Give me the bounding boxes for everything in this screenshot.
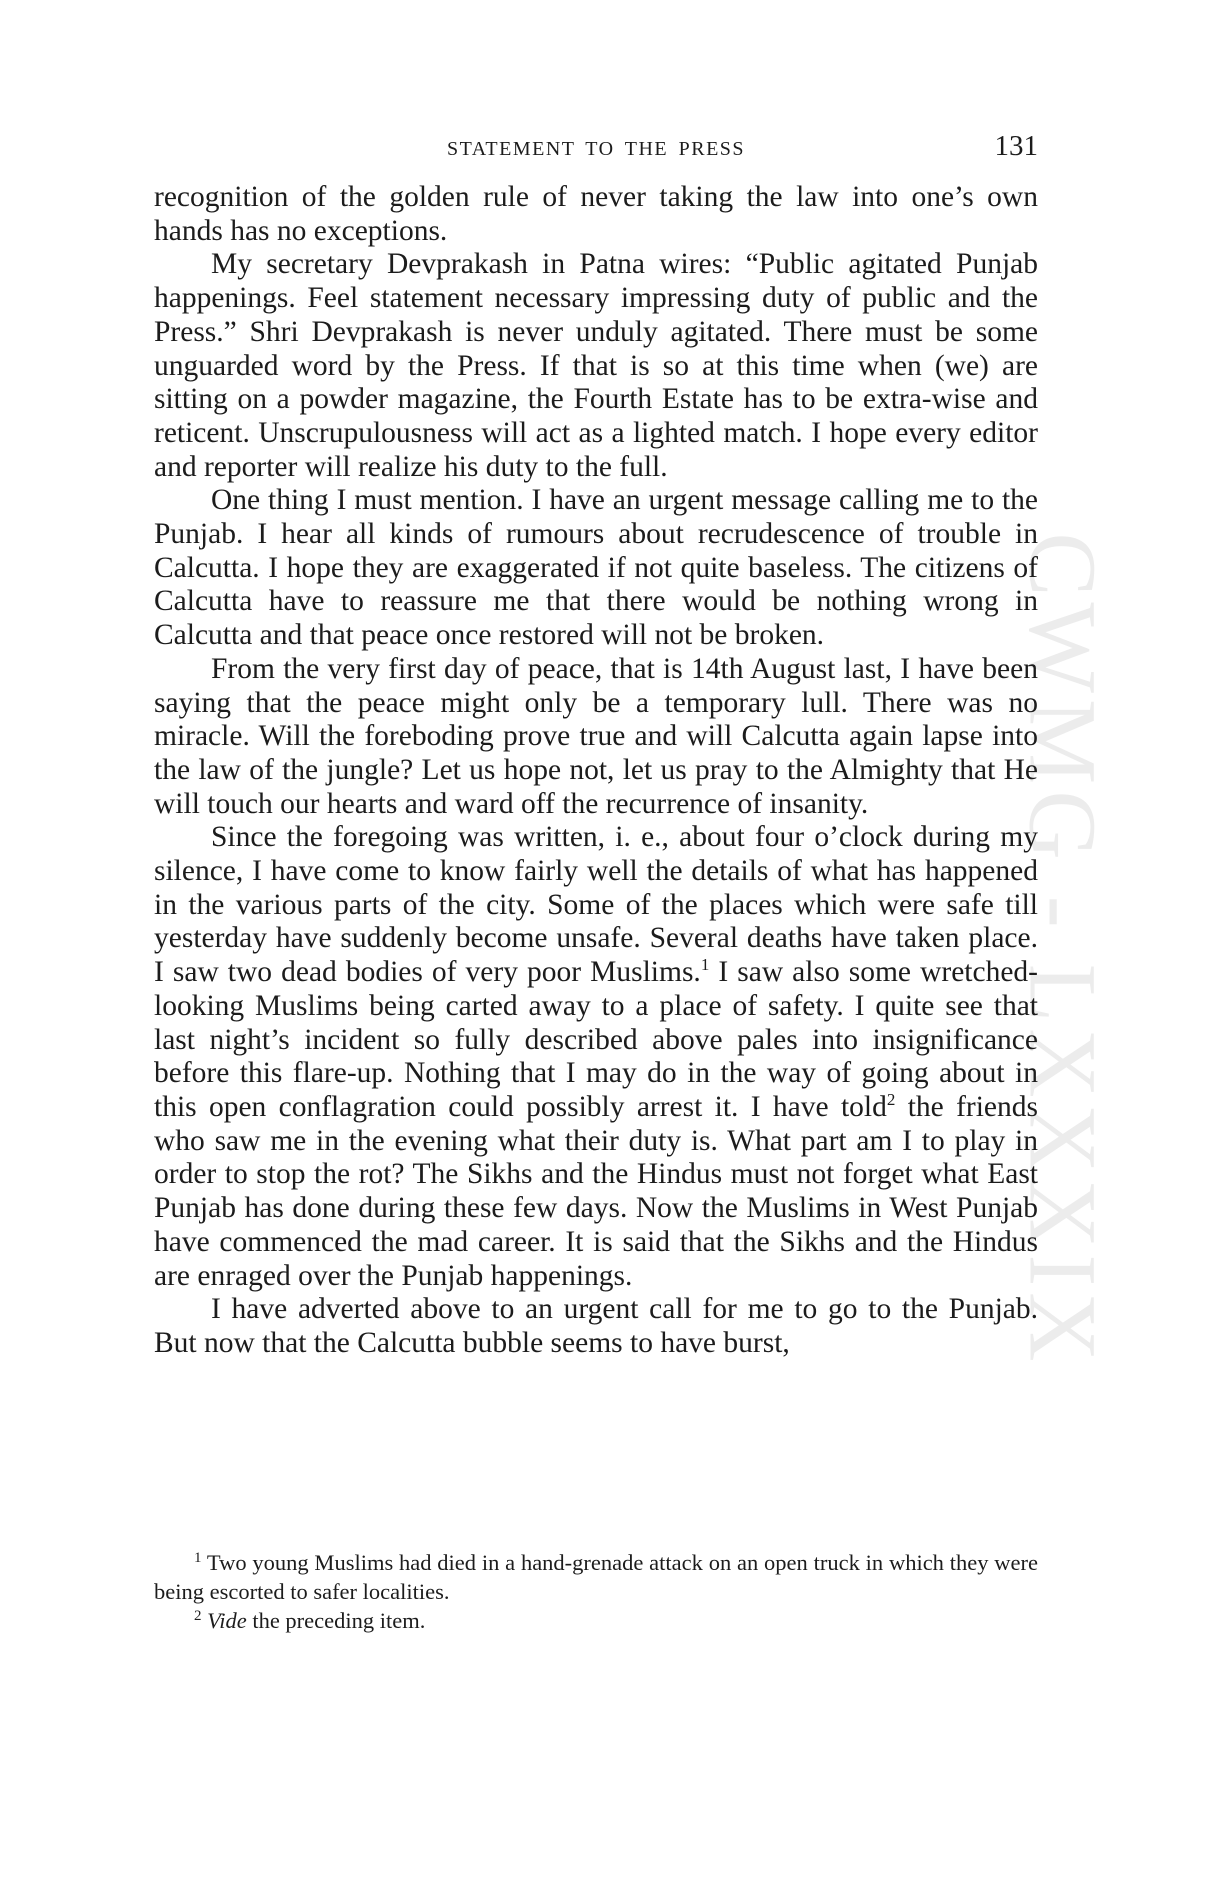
footnote-2-marker: 2 bbox=[194, 1608, 202, 1624]
body-text bbox=[154, 181, 1038, 1361]
footnote-ref-2: 2 bbox=[886, 1089, 896, 1109]
paragraph-4: From the very first day of peace, that is 14th August last, I have been saying that the peace might only be a temporary lull. There was no miracle. Will the foreboding prove true and will Calcutta again lapse into the law of the jungle? Let us hope not, let us pray to the Almighty that He will touch our hearts and ward off the recurrence of insanity. bbox=[154, 652, 1038, 820]
paragraph-5-part-a: Since the foregoing was written, i. e., about four o’clock during my silence, I have come to know fairly well the details of what has happened in the various parts of the city. Some of the places which were safe till yesterday have suddenly become unsafe. Several deaths have taken place. I saw two dead bodies of very poor Muslims. bbox=[154, 821, 1038, 989]
page-number: 131 bbox=[994, 130, 1038, 162]
page-header bbox=[154, 130, 1038, 170]
paragraph-2: My secretary Devprakash in Patna wires: “Public agitated Punjab happenings. Feel statement necessary impressing duty of public and the Press.” Shri Devprakash is never unduly agitated. There must be some unguarded word by the Press. If that is so at this time when (we) are sitting on a powder magazine, the Fourth Estate has to be extra-wise and reticent. Unscrupulousness will act as a lighted match. I hope every editor and reporter will realize his duty to the full. bbox=[154, 248, 1038, 483]
paragraph-6: I have adverted above to an urgent call for me to go to the Punjab. But now that the Calcutta bubble seems to have burst, bbox=[154, 1293, 1038, 1359]
footnote-1 bbox=[154, 1548, 1038, 1606]
paragraph-5-part-b: I saw also some wretched-looking Muslims being carted away to a place of safety. I quite see that last night’s incident so fully described above pales into insignificance before this flare-up. Nothing that I may do in the way of going about in this open conflagration could possibly arrest it. I have told bbox=[154, 956, 1038, 1123]
paragraph-1: recognition of the golden rule of never taking the law into one’s own hands has no exceptions. bbox=[154, 181, 1038, 247]
footnote-2-italic: Vide bbox=[207, 1608, 247, 1633]
footnote-1-text: Two young Muslims had died in a hand-grenade attack on an open truck in which they were being escorted to safer localities. bbox=[154, 1550, 1038, 1604]
footnote-2-text: the preceding item. bbox=[246, 1608, 426, 1633]
footnote-1-marker: 1 bbox=[194, 1550, 202, 1566]
footnotes bbox=[154, 1548, 1038, 1635]
paragraph-3: One thing I must mention. I have an urgent message calling me to the Punjab. I hear all kinds of rumours about recrudescence of trouble in Calcutta. I hope they are exaggerated if not quite baseless. The citizens of Calcutta have to reassure me that there would be nothing wrong in Calcutta and that peace once restored will not be broken. bbox=[154, 484, 1038, 652]
footnote-ref-1: 1 bbox=[700, 955, 710, 975]
watermark-text: CWMG - LXXXIX bbox=[1009, 532, 1117, 1368]
running-head: STATEMENT TO THE PRESS bbox=[446, 138, 746, 160]
paragraph-5-part-c: the friends who saw me in the evening what their duty is. What part am I to play in order to stop the rot? The Sikhs and the Hindus must not forget what East Punjab has done during these few days. Now the Muslims in West Punjab have commenced the mad career. It is said that the Sikhs and the Hindus are enraged over the Punjab happenings. bbox=[154, 1090, 1038, 1292]
footnote-2 bbox=[154, 1606, 1038, 1635]
paragraph-5 bbox=[154, 821, 1038, 1293]
